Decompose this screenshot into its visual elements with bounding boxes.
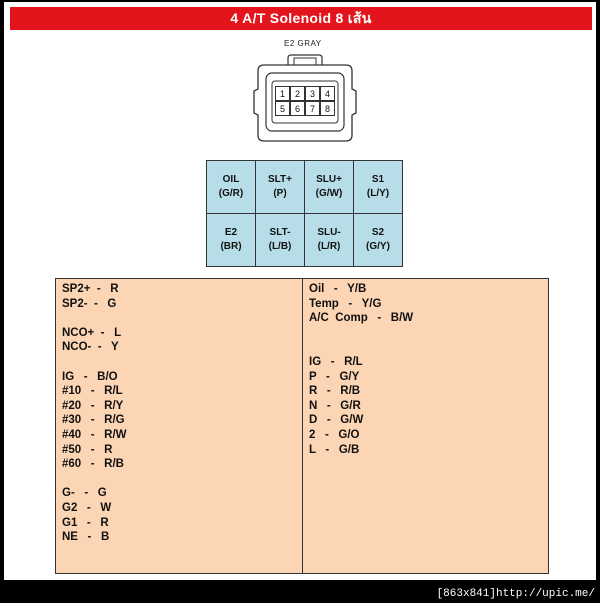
wire-list-right <box>309 282 413 457</box>
pin-5: 5 <box>275 101 290 116</box>
wire-entry: #10 - R/L <box>62 385 123 398</box>
pin-cell-oil <box>207 161 256 214</box>
pin-name: E2 <box>224 227 238 238</box>
pin-row-bottom <box>207 214 403 267</box>
wire-entry: IG - B/O <box>62 370 118 383</box>
connector-diagram <box>252 51 358 145</box>
wire-entry <box>62 311 127 326</box>
wire-list-left <box>62 282 127 545</box>
pin-name: SLU+ <box>316 174 342 185</box>
wire-entry: D - G/W <box>309 414 364 427</box>
pin-wire-color: (G/R) <box>218 188 244 199</box>
pin-cell-s1 <box>354 161 403 214</box>
pin-8: 8 <box>320 101 335 116</box>
wire-entry <box>62 472 127 487</box>
watermark-url: [863x841]http://upic.me/ <box>436 588 595 600</box>
pin-cell-slu-plus <box>305 161 354 214</box>
wire-entry: R - R/B <box>309 385 361 398</box>
wire-entry: G1 - R <box>62 516 109 529</box>
wire-entry: P - G/Y <box>309 370 360 383</box>
pin-wire-color: (L/B) <box>268 241 292 252</box>
pin-name: SLT+ <box>268 174 292 185</box>
page-title: 4 A/T Solenoid 8 เส้น <box>10 7 592 30</box>
pin-7: 7 <box>305 101 320 116</box>
connector-label: E2 GRAY <box>284 39 322 48</box>
wire-entry: NCO- - Y <box>62 341 119 354</box>
wire-color-panel <box>55 278 549 574</box>
pin-grid <box>275 86 335 116</box>
wire-entry: Temp - Y/G <box>309 297 382 310</box>
wire-entry: A/C Comp - B/W <box>309 312 414 325</box>
pin-name: SLU- <box>317 227 341 238</box>
pin-name: S2 <box>371 227 385 238</box>
wire-entry: NCO+ - L <box>62 326 122 339</box>
pin-wire-color: (G/W) <box>315 188 343 199</box>
wire-entry: 2 - G/O <box>309 428 360 441</box>
pin-wire-color: (L/Y) <box>366 188 390 199</box>
pin-2: 2 <box>290 86 305 101</box>
wire-entry: IG - R/L <box>309 355 363 368</box>
pin-name: SLT- <box>269 227 291 238</box>
panel-divider <box>302 279 303 573</box>
wire-entry: L - G/B <box>309 443 360 456</box>
pin-cell-slt-minus <box>256 214 305 267</box>
pin-cell-s2 <box>354 214 403 267</box>
pin-name: OIL <box>222 174 240 185</box>
pin-wire-color: (L/R) <box>317 241 341 252</box>
wire-entry: N - G/R <box>309 399 361 412</box>
wire-entry: SP2- - G <box>62 297 117 310</box>
pin-6: 6 <box>290 101 305 116</box>
wire-entry: G- - G <box>62 487 107 500</box>
pin-4: 4 <box>320 86 335 101</box>
pin-cell-e2 <box>207 214 256 267</box>
wire-entry: #60 - R/B <box>62 458 124 471</box>
wire-entry: SP2+ - R <box>62 283 119 295</box>
pin-row-top <box>207 161 403 214</box>
pin-cell-slt-plus <box>256 161 305 214</box>
wire-entry: #50 - R <box>62 443 113 456</box>
wire-entry: #40 - R/W <box>62 428 127 441</box>
wire-entry <box>309 340 413 355</box>
wire-entry <box>309 326 413 341</box>
pin-wire-color: (P) <box>273 188 287 199</box>
pin-wire-color: (G/Y) <box>366 241 390 252</box>
pin-name: S1 <box>371 174 385 185</box>
wire-entry: #30 - R/G <box>62 414 125 427</box>
pin-3: 3 <box>305 86 320 101</box>
wire-entry <box>62 355 127 370</box>
wire-entry: Oil - Y/B <box>309 283 367 295</box>
page <box>4 2 596 580</box>
pin-wire-color: (BR) <box>220 241 242 252</box>
pin-assignment-table <box>206 160 403 267</box>
pin-cell-slu-minus <box>305 214 354 267</box>
wire-entry: G2 - W <box>62 501 112 514</box>
wire-entry: NE - B <box>62 531 110 544</box>
wire-entry: #20 - R/Y <box>62 399 124 412</box>
pin-1: 1 <box>275 86 290 101</box>
